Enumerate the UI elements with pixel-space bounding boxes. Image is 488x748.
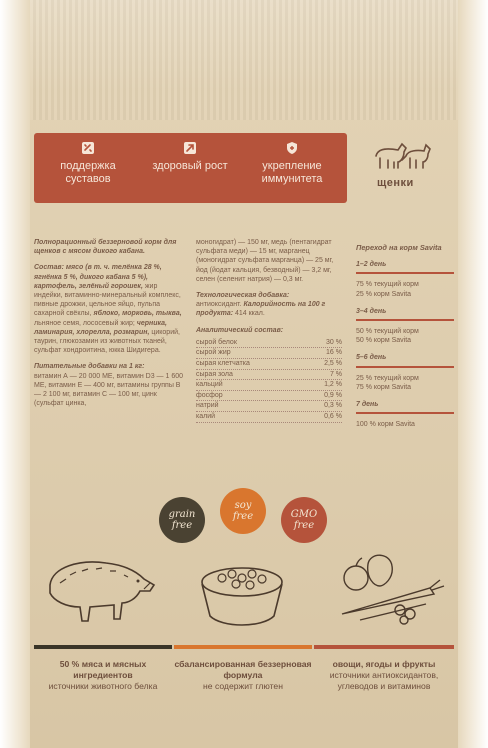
composition: Состав: мясо (в т. ч. телёнка 28 %, ягнёнка 5 %, дикого кабана 5 %), картофель, зелёный горошек, жир индейки, витаминно-минеральный комплекс, пивные дрожжи, цельное яйцо, пульпа сахарной свёклы, яблоко, морковь, тыква, льняное семя, лососевый жир; черника, ламинария, хлорелла, розмарин, цикорий, таурин, глюкозамин из животных тканей, сульфат хондроитина, юкка Шидигера. bbox=[34, 264, 182, 355]
badge-soy-free: soy free bbox=[220, 488, 266, 534]
benefit-growth bbox=[140, 141, 240, 173]
analysis-column bbox=[196, 238, 342, 423]
growth-arrow-icon bbox=[183, 141, 197, 155]
badge-gmo-free: GMO free bbox=[281, 497, 327, 543]
benefit-immunity bbox=[242, 141, 342, 186]
food-bowl-illustration bbox=[192, 560, 292, 632]
analysis-row: кальций 1,2 % bbox=[196, 380, 342, 391]
additives-continued: моногидрат) — 150 мг, медь (пентагидрат сульфата меди) — 15 мг, марганец (моногидрат сульфата марганца) — 25 мг, йод (йодат кальция, безводный) — 3,2 мг, селен (селенит натрия) — 0,3 мг. bbox=[196, 239, 334, 283]
feature-formula: сбалансированная беззерновая формула не содержит глютен bbox=[174, 659, 312, 691]
badge-grain-free: grain free bbox=[159, 497, 205, 543]
feature-bar-vegetables bbox=[314, 645, 454, 649]
benefit-label: поддержка суставов bbox=[60, 160, 116, 185]
analysis-row: сырая клетчатка 2,5 % bbox=[196, 359, 342, 370]
transition-step: 5–6 день 25 % текущий корм 75 % корм Savita bbox=[356, 353, 454, 392]
benefit-joints bbox=[38, 141, 138, 186]
bag-edge-right bbox=[458, 0, 488, 748]
analysis-list bbox=[196, 338, 342, 423]
transition-step: 1–2 день 75 % текущий корм 25 % корм Savita bbox=[356, 260, 454, 299]
puppy-label: щенки bbox=[377, 177, 414, 189]
analysis-row: сырой жир 16 % bbox=[196, 348, 342, 359]
feature-bar-meat bbox=[34, 645, 172, 649]
benefit-label: укрепление иммунитета bbox=[261, 160, 323, 185]
benefits-banner bbox=[34, 133, 347, 203]
analysis-row: сырой белок 30 % bbox=[196, 338, 342, 349]
bag-crimp bbox=[30, 0, 458, 120]
transition-column bbox=[356, 243, 454, 429]
vegetables-illustration bbox=[330, 548, 450, 628]
analysis-row: сырая зола 7 % bbox=[196, 370, 342, 381]
dog-cat-icon bbox=[370, 136, 434, 172]
bone-joint-icon bbox=[81, 141, 95, 155]
shield-icon bbox=[285, 141, 299, 155]
benefit-label: здоровый рост bbox=[152, 160, 228, 172]
transition-step: 7 день 100 % корм Savita bbox=[356, 400, 454, 429]
tech-additive: Технологическая добавка: антиоксидант. Калорийность на 100 г продукта: 414 ккал. bbox=[196, 292, 326, 318]
additives: Питательные добавки на 1 кг: витамин А — 20 000 МЕ, витамин D3 — 1 600 МЕ, витамин Е — 400 мг, витамины группы В — 2 100 мг, витамин С — 100 мг, цинк (сульфат цинка, bbox=[34, 363, 184, 408]
analysis-row: фосфор 0,9 % bbox=[196, 391, 342, 402]
bag-edge-left bbox=[0, 0, 30, 748]
boar-illustration bbox=[40, 545, 160, 625]
analysis-row: натрий 0,3 % bbox=[196, 401, 342, 412]
description-column bbox=[34, 238, 186, 415]
feature-meat: 50 % мяса и мясных ингредиентов источники животного белка bbox=[48, 659, 158, 691]
analysis-heading: Аналитический состав: bbox=[196, 326, 284, 334]
transition-step: 3–4 день 50 % текущий корм 50 % корм Savita bbox=[356, 307, 454, 346]
feature-vegetables: овощи, ягоды и фрукты источники антиоксидантов, углеводов и витаминов bbox=[329, 659, 439, 691]
feature-bar-formula bbox=[174, 645, 312, 649]
product-title: Полнорационный беззерновой корм для щенков с мясом дикого кабана. bbox=[34, 239, 177, 256]
analysis-row: калий 0,6 % bbox=[196, 412, 342, 423]
transition-title: Переход на корм Savita bbox=[356, 243, 442, 252]
